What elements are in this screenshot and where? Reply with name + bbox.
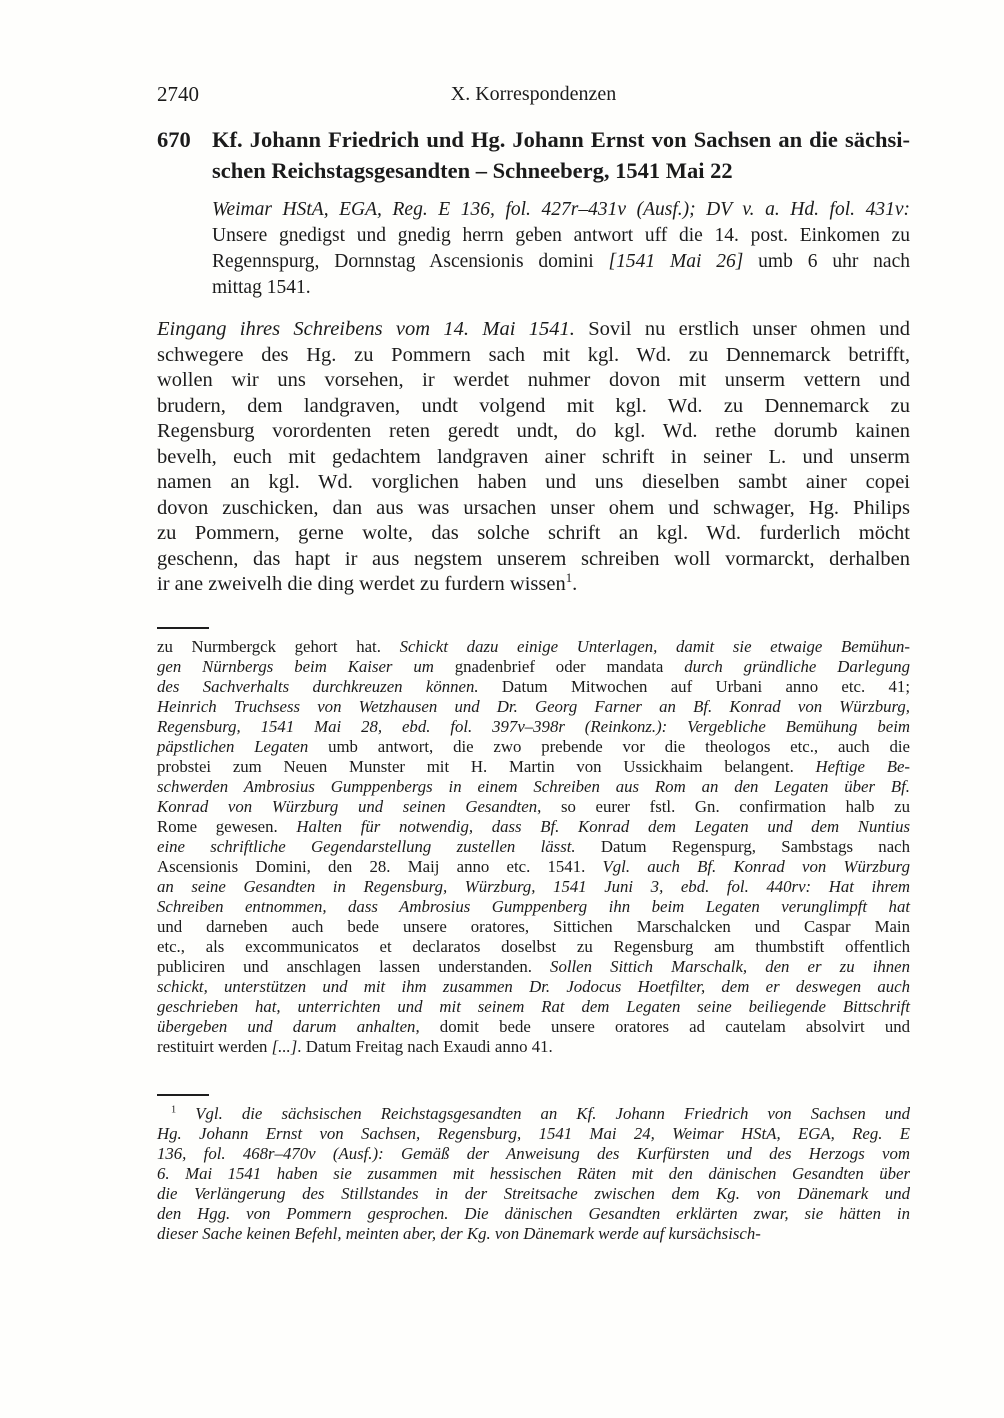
text-segment: Regensburg, 1541 Mai 28, ebd. fol. 397v–398r (Reinkonz.): Vergebliche Bemühung beim: [157, 717, 910, 736]
text-line: [157, 368, 910, 394]
text-segment: Schreiben entnommen, dass Ambrosius Gumppenberg ihn beim Legaten verunglimpft hat: [157, 897, 910, 916]
text-line: [212, 155, 910, 186]
text-line: [157, 1224, 910, 1244]
text-segment: zu Pommern, gerne wolte, das solche schrift an kgl. Wd. furderlich möcht: [157, 522, 910, 544]
footnote-continuation: [157, 637, 910, 1057]
text-line: [157, 937, 910, 957]
text-segment: Weimar HStA, EGA, Reg. E 136, fol. 427r–431v (Ausf.); DV v. a. Hd. fol. 431v:: [212, 199, 910, 220]
text-segment: mittag 1541.: [212, 277, 311, 298]
text-segment: .: [572, 573, 578, 595]
text-line: [157, 496, 910, 522]
letter-body: [157, 317, 910, 598]
text-line: [157, 572, 910, 598]
text-line: [157, 1104, 910, 1124]
text-segment: restituirt werden: [157, 1037, 272, 1056]
text-segment: schickt, unterstützen und mit ihm zusammen Dr. Jodocus Hoetfilter, dem er deswegen auch: [157, 977, 910, 996]
text-line: [157, 877, 910, 897]
text-line: [212, 124, 910, 155]
text-segment: 136, fol. 468r–470v (Ausf.): Gemäß der Anweisung des Kurfürsten und des Herzogs vom: [157, 1144, 910, 1163]
text-segment: Vgl. die sächsischen Reichstagsgesandten an Kf. Johann Friedrich von Sachsen und: [176, 1104, 910, 1123]
text-line: [157, 1037, 910, 1057]
text-line: [157, 897, 910, 917]
source-note: [212, 197, 910, 301]
text-segment: brudern, dem landgraven, undt volgend mit kgl. Wd. zu Dennemarck zu: [157, 394, 910, 417]
text-line: [157, 757, 910, 777]
text-line: [157, 1164, 910, 1184]
text-segment: die Verlängerung des Stillstandes in der Streitsache zwischen dem Kg. von Dänemark und: [157, 1184, 910, 1203]
footnote-marker: 1: [565, 571, 573, 586]
text-segment: Vgl. auch Bf. Konrad von Würzburg: [602, 857, 910, 876]
text-segment: Kf. Johann Friedrich und Hg. Johann Ernst von Sachsen an die sächsi-: [212, 127, 910, 152]
text-segment: namen an kgl. Wd. vorglichen haben und uns dieselben sambt ainer copei: [157, 471, 910, 493]
text-segment: Regennspurg, Dornnstag Ascensionis domini: [212, 251, 609, 272]
page-number: 2740: [157, 82, 199, 106]
text-segment: Heinrich Truchsess von Wetzhausen und Dr. Georg Farner an Bf. Konrad von Würzburg,: [157, 697, 910, 716]
text-line: [157, 837, 910, 857]
text-segment: des Sachverhalts durchkreuzen können.: [157, 677, 479, 696]
entry-heading: [157, 124, 910, 186]
entry-number: 670: [157, 127, 191, 152]
text-line: [157, 1204, 910, 1224]
text-line: [212, 223, 910, 249]
text-line: [157, 317, 910, 343]
text-line: [157, 737, 910, 757]
text-line: [157, 1124, 910, 1144]
text-line: [157, 1184, 910, 1204]
text-line: [157, 677, 910, 697]
text-line: [157, 697, 910, 717]
text-line: [157, 977, 910, 997]
text-segment: 6. Mai 1541 haben sie zusammen mit hessischen Räten mit den dänischen Gesandten über: [157, 1164, 910, 1183]
text-segment: Datum Mitwochen auf Urbani anno etc. 41;: [478, 677, 910, 696]
text-segment: Regensburg vorordenten reten geredt undt, do kgl. Wd. rethe dorumb kainen: [157, 420, 910, 442]
text-segment: [1541 Mai 26]: [608, 251, 744, 272]
text-segment: an seine Gesandten in Regensburg, Würzburg, 1541 Juni 3, ebd. fol. 440rv: Hat ihrem: [157, 877, 910, 896]
text-segment: zu Nurmbergck gehort hat.: [157, 637, 400, 656]
text-line: [157, 917, 910, 937]
text-segment: . Datum Freitag nach Exaudi anno 41.: [297, 1037, 553, 1056]
text-segment: den Hgg. von Pommern gesprochen. Die dänischen Gesandten erklärten zwar, sie hätten in: [157, 1204, 910, 1223]
text-segment: geschenn, das hapt ir aus negstem unserem schreiben woll vormarckt, derhalben: [157, 547, 910, 570]
text-segment: Datum Regenspurg, Sambstags nach: [575, 837, 910, 856]
text-segment: , so eurer fstl. Gn. confirmation halb zu: [537, 797, 910, 816]
text-segment: probstei zum Neuen Munster mit H. Martin von Ussickhaim belangent.: [157, 757, 816, 776]
text-line: [157, 957, 910, 977]
text-line: [157, 343, 910, 369]
text-segment: Heftige Be-: [815, 757, 910, 776]
text-segment: schwegere des Hg. zu Pommern sach mit kgl. Wd. zu Dennemarck betrifft,: [157, 343, 910, 366]
text-segment: bevelh, euch mit gedachtem landgraven ainer schrift in seiner L. und unserm: [157, 445, 910, 468]
text-segment: Eingang ihres Schreibens vom 14. Mai 1541.: [157, 318, 575, 340]
text-line: [157, 637, 910, 657]
entry-title: [212, 124, 910, 186]
text-line: [157, 997, 910, 1017]
text-segment: gnadenbrief oder mandata: [454, 657, 685, 676]
text-segment: Halten für notwendig, dass Bf. Konrad dem Legaten und dem Nuntius: [296, 817, 910, 836]
text-line: [212, 275, 910, 301]
text-line: [157, 717, 910, 737]
text-line: [157, 817, 910, 837]
page-header: [157, 82, 910, 108]
text-segment: [...]: [271, 1037, 298, 1056]
text-segment: durch gründliche Darlegung: [684, 657, 910, 676]
text-line: [157, 470, 910, 496]
text-segment: schen Reichstagsgesandten – Schneeberg, 1541 Mai 22: [212, 158, 733, 183]
running-head: X. Korrespondenzen: [450, 83, 617, 105]
text-segment: schwerden Ambrosius Gumppenbergs in einem Schreiben aus Rom an den Legaten über Bf.: [157, 777, 910, 796]
text-line: [157, 547, 910, 573]
text-segment: Schickt dazu einige Unterlagen, damit sie etwaige Bemühun-: [399, 637, 910, 656]
text-segment: umb 6 uhr nach: [743, 251, 910, 272]
text-line: [157, 657, 910, 677]
text-line: [157, 1144, 910, 1164]
text-segment: und darneben auch bede unsere oratores, Sittichen Marschalcken und Caspar Main: [157, 917, 910, 936]
text-line: [212, 197, 910, 223]
text-segment: Sollen Sittich Marschalk, den er zu ihnen: [550, 957, 910, 976]
text-segment: Konrad von Würzburg und seinen Gesandten: [157, 797, 538, 816]
text-line: [157, 419, 910, 445]
text-line: [157, 1017, 910, 1037]
text-segment: dovon zuschicken, dan aus was ursachen unser ohem und schwager, Hg. Philips: [157, 496, 910, 519]
text-line: [157, 394, 910, 420]
text-line: [157, 857, 910, 877]
footnote-separator-rule-2: [157, 1094, 209, 1096]
text-segment: Rome gewesen.: [157, 817, 297, 836]
text-segment: publiciren und anschlagen lassen understanden.: [157, 957, 551, 976]
text-segment: umb antwort, die zwo prebende vor die theologos etc., auch die: [328, 737, 910, 756]
text-segment: domit bede unsere oratores ad cautelam absolvirt und: [419, 1017, 910, 1036]
text-segment: Unsere gnedigst und gnedig herrn geben antwort uff die 14. post. Einkomen zu: [212, 225, 910, 246]
footnote-separator-rule: [157, 627, 209, 629]
text-segment: dieser Sache keinen Befehl, meinten aber, der Kg. von Dänemark werde auf kursächsisch-: [157, 1224, 761, 1243]
text-segment: eine schriftliche Gegendarstellung zustellen lässt.: [157, 837, 576, 856]
footnote-1: [157, 1104, 910, 1244]
text-segment: Ascensionis Domini, den 28. Maij anno etc. 1541.: [157, 857, 603, 876]
text-segment: Hg. Johann Ernst von Sachsen, Regensburg, 1541 Mai 24, Weimar HStA, EGA, Reg. E: [157, 1124, 910, 1143]
text-line: [157, 521, 910, 547]
text-segment: Sovil nu erstlich unser ohmen und: [574, 318, 910, 340]
text-line: [157, 777, 910, 797]
text-segment: etc., als excommunicatos et declaratos doselbst zu Regensburg am thumbstift offentlich: [157, 937, 910, 956]
footnote-marker: 1: [171, 1104, 177, 1116]
text-segment: ir ane zweivelh die ding werdet zu furdern wissen: [157, 573, 566, 595]
text-line: [212, 249, 910, 275]
text-segment: übergeben und darum anhalten,: [157, 1017, 420, 1036]
text-segment: geschrieben hat, unterrichten und mit seinem Rat dem Legaten seine beiliegende Bittschrift: [157, 997, 910, 1016]
text-line: [157, 797, 910, 817]
text-segment: päpstlichen Legaten: [157, 737, 329, 756]
text-line: [157, 445, 910, 471]
text-segment: gen Nürnbergs beim Kaiser um: [157, 657, 455, 676]
text-segment: wollen wir uns vorsehen, ir werdet nuhmer dovon mit unserm vettern und: [157, 369, 910, 391]
